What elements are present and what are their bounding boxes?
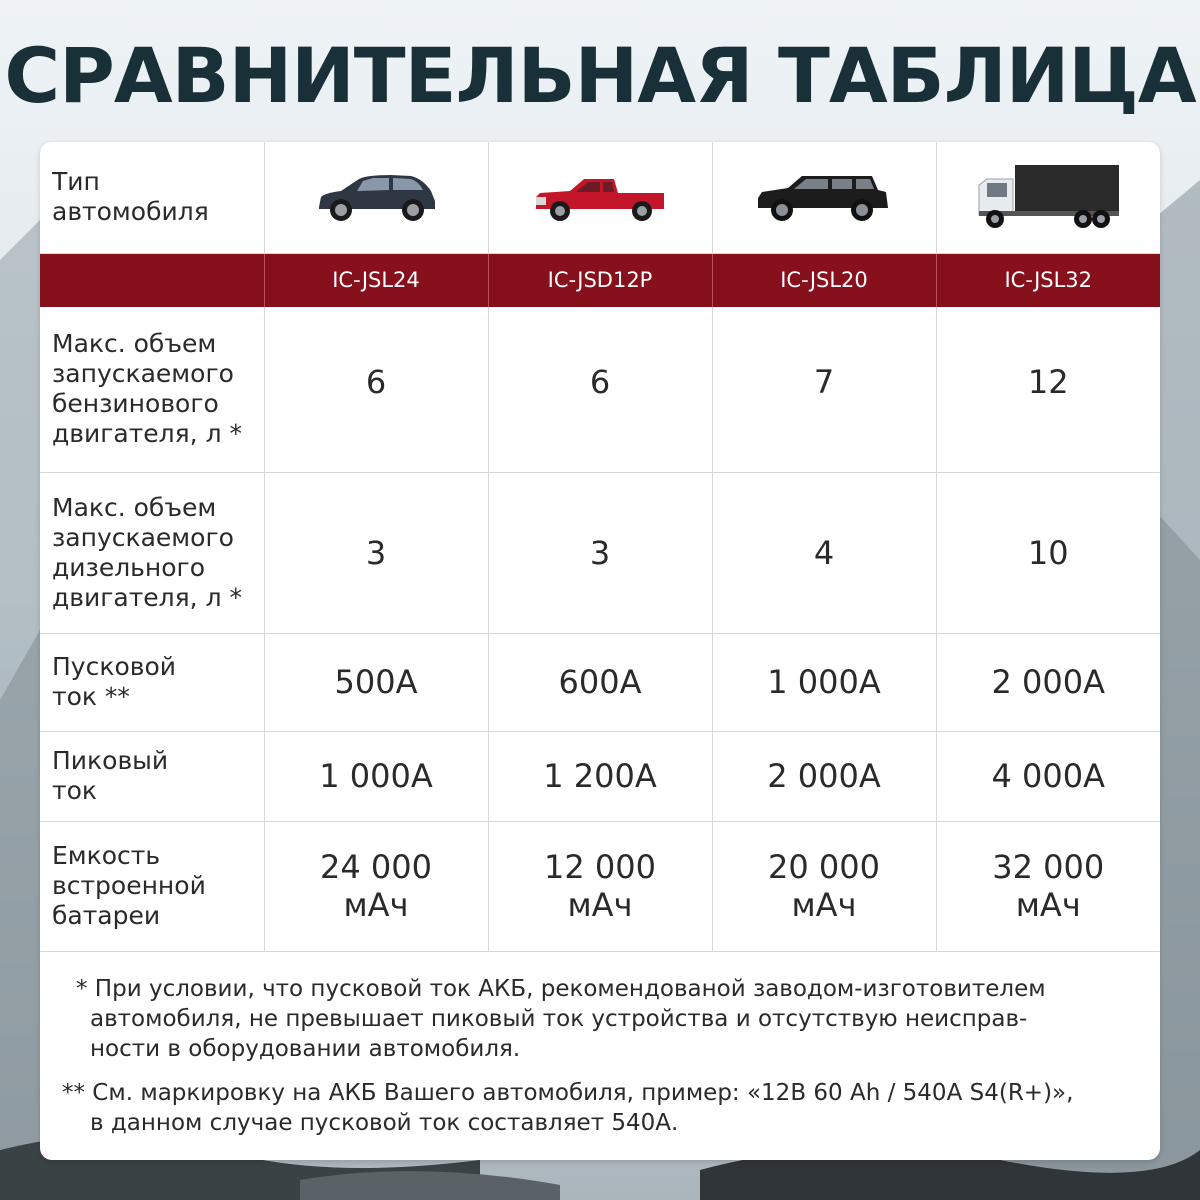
comparison-table — [40, 142, 1160, 952]
table-row — [40, 307, 1160, 472]
suv-icon — [754, 166, 894, 228]
page-title: СРАВНИТЕЛЬНАЯ ТАБЛИЦА — [4, 31, 1196, 120]
vehicle-cell-3 — [712, 142, 936, 253]
table-cell: 32 000 мАч — [936, 821, 1160, 951]
model-name: IC-JSL20 — [712, 253, 936, 307]
row-label: Макс. объем запускаемого дизельного двигателя, л * — [40, 472, 264, 633]
vehicle-cell-1 — [264, 142, 488, 253]
pickup-truck-icon — [530, 167, 670, 227]
vehicle-cell-4 — [936, 142, 1160, 253]
footnote-1: * При условии, что пусковой ток АКБ, рекомендованой заводом-изготовителем автомобиля, не превышает пиковый ток устройства и отсутствую неисправ- ности в оборудовании автомобиля. — [76, 976, 1046, 1062]
table-cell: 1 200А — [488, 731, 712, 821]
comparison-table-card — [40, 142, 1160, 1160]
table-row — [40, 821, 1160, 951]
table-cell: 500А — [264, 633, 488, 731]
table-cell: 4 000А — [936, 731, 1160, 821]
vehicle-cell-2 — [488, 142, 712, 253]
model-name: IC-JSD12P — [488, 253, 712, 307]
table-cell: 10 — [936, 472, 1160, 633]
table-cell: 24 000 мАч — [264, 821, 488, 951]
vehicle-type-label: Тип автомобиля — [40, 142, 264, 253]
row-label: Макс. объем запускаемого бензинового двигателя, л * — [40, 307, 264, 472]
table-cell: 4 — [712, 472, 936, 633]
table-cell: 6 — [264, 307, 488, 472]
table-row — [40, 633, 1160, 731]
table-cell: 20 000 мАч — [712, 821, 936, 951]
table-row — [40, 731, 1160, 821]
table-cell: 12 — [936, 307, 1160, 472]
footnote-2: ** См. маркировку на АКБ Вашего автомобиля, пример: «12В 60 Ah / 540A S4(R+)», в данном случае пусковой ток составляет 540А. — [62, 1080, 1074, 1136]
row-label: Пусковой ток ** — [40, 633, 264, 731]
table-cell: 2 000А — [936, 633, 1160, 731]
table-row — [40, 472, 1160, 633]
row-label: Пиковый ток — [40, 731, 264, 821]
table-cell: 1 000А — [264, 731, 488, 821]
vehicle-type-row — [40, 142, 1160, 253]
table-cell: 12 000 мАч — [488, 821, 712, 951]
model-name: IC-JSL32 — [936, 253, 1160, 307]
model-name: IC-JSL24 — [264, 253, 488, 307]
model-empty-cell — [40, 253, 264, 307]
model-names-row — [40, 253, 1160, 307]
table-cell: 600А — [488, 633, 712, 731]
box-truck-icon — [973, 161, 1123, 233]
table-cell: 6 — [488, 307, 712, 472]
row-label: Емкость встроенной батареи — [40, 821, 264, 951]
crossover-car-icon — [311, 167, 441, 227]
table-cell: 1 000А — [712, 633, 936, 731]
table-cell: 2 000А — [712, 731, 936, 821]
table-cell: 3 — [264, 472, 488, 633]
table-cell: 7 — [712, 307, 936, 472]
table-cell: 3 — [488, 472, 712, 633]
